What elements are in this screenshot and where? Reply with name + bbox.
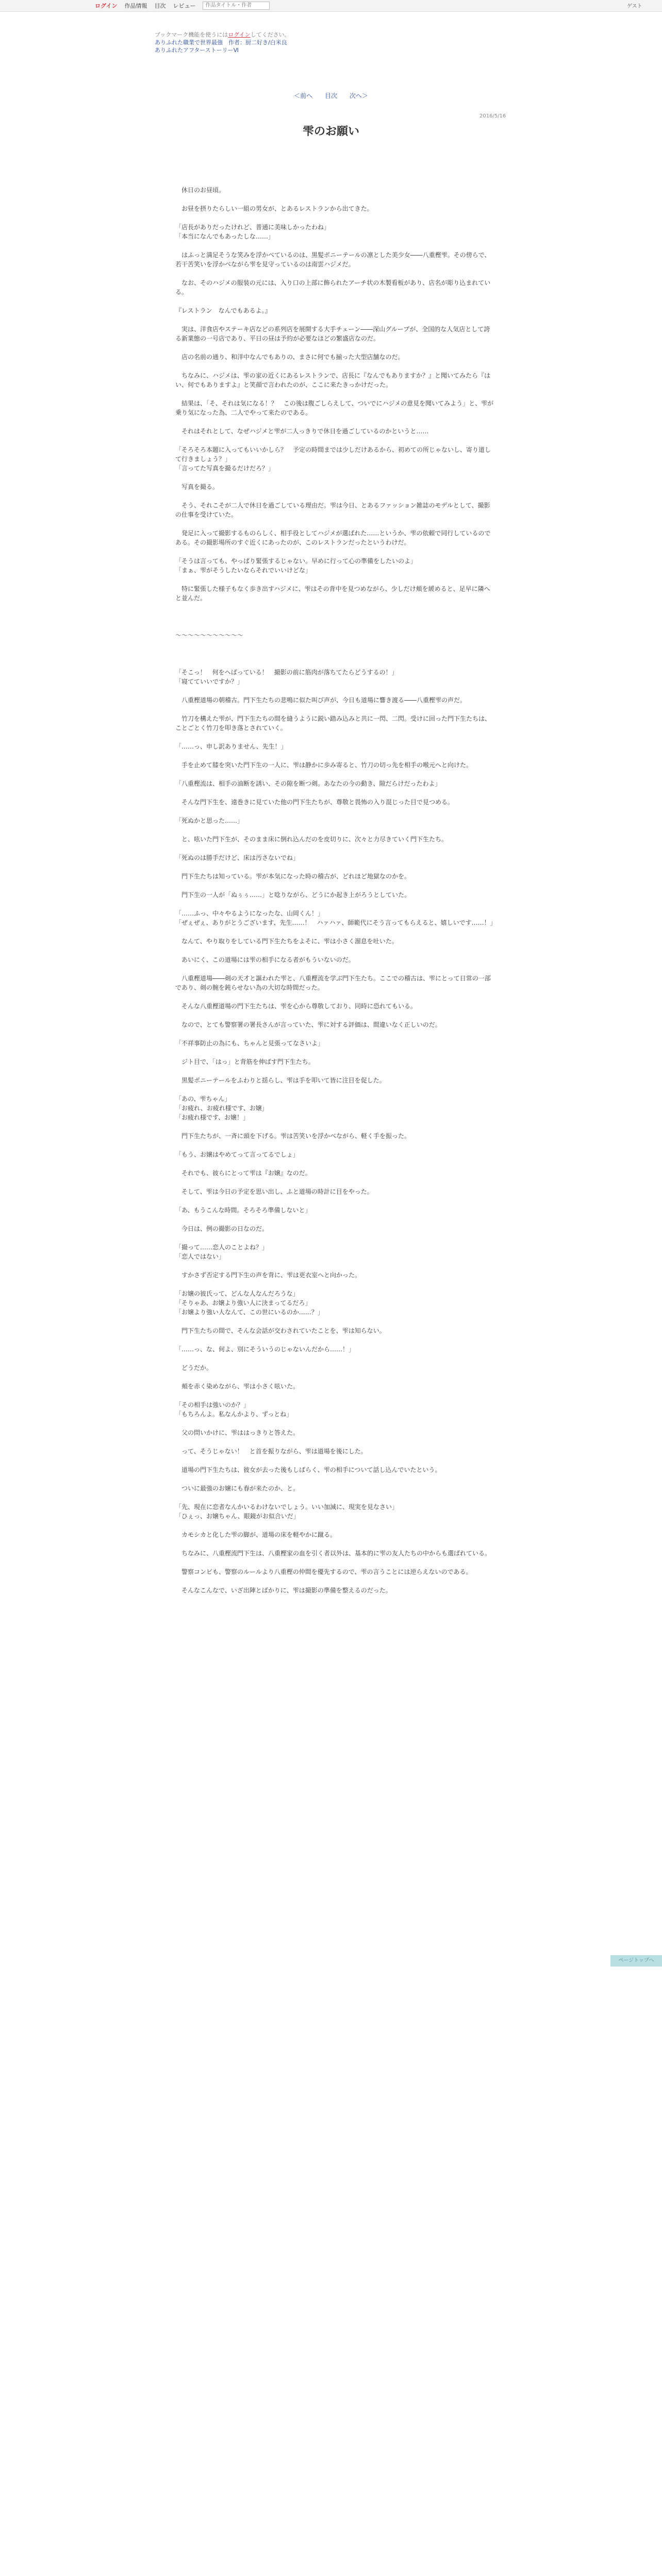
prev-chapter-link[interactable]: ＜前へ bbox=[294, 92, 313, 99]
body-paragraph: そんな八重樫道場の門下生たちは、雫を心から尊敬しており、同時に恐れてもいる。 bbox=[175, 1003, 417, 1010]
body-paragraph bbox=[175, 788, 495, 798]
body-paragraph: どうだか。 bbox=[175, 1364, 213, 1371]
body-paragraph: 頬を赤く染めながら、雫は小さく呟いた。 bbox=[175, 1383, 300, 1390]
body-paragraph bbox=[175, 1261, 495, 1270]
body-paragraph bbox=[175, 640, 495, 649]
body-paragraph: 発足に入って撮影するものらしく、相手役としてハジメが選ばれた……というか、雫の依頼で同行しているのである。その撮影場所のすぐ近くにあったのが、このレストランだったというわけだ。 bbox=[175, 530, 491, 546]
body-paragraph: って、そうじゃない！ と首を振りながら、雫は道場を後にした。 bbox=[175, 1448, 367, 1455]
body-paragraph: すかさず否定する門下生の声を背に、雫は更衣室へと向かった。 bbox=[175, 1272, 361, 1279]
body-paragraph: そう、それこそが二人で休日を過ごしている理由だ。雫は今日、とあるファッション雑誌のモデルとして、撮影の仕事を受けていた。 bbox=[175, 502, 490, 518]
body-paragraph: 『レストラン なんでもあるよ。』 bbox=[175, 307, 271, 314]
body-paragraph: 「そろそろ本題に入ってもいいかしら？ 予定の時間までは少しだけあるから、初めての所じゃないし、寄り道して行きましょう？」 bbox=[175, 446, 491, 463]
body-paragraph bbox=[175, 417, 495, 427]
body-paragraph bbox=[175, 1456, 495, 1465]
body-paragraph: 「お疲れ様です、お嬢！」 bbox=[175, 1114, 250, 1121]
body-paragraph: 特に緊張した様子もなく歩き出すハジメに、雫はその背中を見つめながら、少しだけ頬を緩めると、足早に隣へと並んだ。 bbox=[175, 585, 490, 602]
body-paragraph bbox=[175, 1215, 495, 1224]
body-paragraph bbox=[175, 946, 495, 955]
series-line[interactable]: ありふれた職業で世界最強 作者：厨二好き/白米良 bbox=[155, 39, 287, 46]
body-paragraph bbox=[175, 1159, 495, 1168]
nav-link-works[interactable]: 作品情報 bbox=[124, 3, 147, 9]
body-paragraph bbox=[175, 547, 495, 556]
body-paragraph: ～～～～～～～～～～～ bbox=[175, 632, 244, 639]
body-paragraph bbox=[175, 1011, 495, 1020]
body-paragraph: 門下生たちの間で、そんな会話が交わされていたことを、雫は知らない。 bbox=[175, 1327, 386, 1334]
body-paragraph bbox=[175, 686, 495, 696]
body-paragraph: ジト目で、「はっ」と背筋を伸ばす門下生たち。 bbox=[175, 1058, 315, 1065]
body-paragraph: 写真を撮る。 bbox=[175, 483, 219, 490]
body-paragraph: 「あ、もうこんな時間。そろそろ準備しないと」 bbox=[175, 1207, 311, 1214]
body-paragraph bbox=[175, 900, 495, 909]
body-paragraph bbox=[175, 1391, 495, 1400]
login-link[interactable]: ログイン bbox=[95, 3, 118, 9]
body-paragraph: 「……っ、申し訳ありません、先生！」 bbox=[175, 743, 287, 750]
notice-text-pre: ブックマーク機能を使うには bbox=[155, 31, 228, 38]
body-paragraph: 「そりゃあ、お嬢より強い人に決まってるだろ」 bbox=[175, 1299, 311, 1307]
body-paragraph bbox=[175, 1233, 495, 1243]
body-paragraph: 「死ぬのは勝手だけど、床は汚さないでね」 bbox=[175, 854, 300, 861]
notice-text-post: してください。 bbox=[250, 31, 290, 38]
body-paragraph: 「そうは言っても、やっぱり緊張するじゃない。早めに行って心の準備をしたいのよ」 bbox=[175, 557, 417, 565]
body-paragraph: 「寝てていいですか？」 bbox=[175, 678, 244, 685]
bookmark-notice bbox=[155, 31, 547, 39]
body-paragraph bbox=[175, 621, 495, 631]
body-paragraph bbox=[175, 844, 495, 853]
body-paragraph: 警察コンビも、警察のルールより八重樫の仲間を優先するので、雫の言うことには逆らえないのである。 bbox=[175, 1568, 472, 1575]
body-paragraph bbox=[175, 1372, 495, 1382]
body-paragraph: 竹刀を構えた雫が、門下生たちの間を縫うように鋭い踏み込みと共に一閃、二閃。受けに回った門下生たちは、ことごとく竹刀を叩き落とされていく。 bbox=[175, 715, 491, 732]
body-paragraph bbox=[175, 1577, 495, 1586]
body-paragraph: 黒髪ポニーテールをふわりと揺らし、雫は手を叩いて皆に注目を促した。 bbox=[175, 1077, 386, 1084]
body-paragraph: 「……ふっ、中々やるようになったな、山岡くん！」 bbox=[175, 910, 324, 917]
body-paragraph bbox=[175, 1317, 495, 1326]
body-paragraph: 「……っ、な、何よ、別にそういうのじゃないんだから……！」 bbox=[175, 1346, 355, 1353]
body-paragraph bbox=[175, 1437, 495, 1447]
page-top-tab[interactable]: ページトップへ bbox=[610, 1955, 662, 1967]
body-paragraph bbox=[175, 1539, 495, 1549]
notice-login-link[interactable]: ログイン bbox=[228, 31, 251, 38]
body-paragraph: なんて、やり取りをしている門下生たちをよそに、雫は小さく溜息を吐いた。 bbox=[175, 938, 398, 945]
body-paragraph: そんな門下生を、遠巻きに見ていた他の門下生たちが、尊敬と畏怖の入り混じった目で見つめる。 bbox=[175, 799, 454, 806]
body-paragraph bbox=[175, 992, 495, 1002]
body-paragraph: 「死ぬかと思った……」 bbox=[175, 817, 244, 824]
body-paragraph bbox=[175, 1196, 495, 1206]
body-paragraph: 「あの、雫ちゃん」 bbox=[175, 1095, 231, 1103]
body-paragraph: 「言ってた写真を撮るだけだろ？」 bbox=[175, 465, 275, 472]
body-paragraph: カモシカと化した雫の脚が、道場の床を軽やかに蹴る。 bbox=[175, 1531, 337, 1538]
body-paragraph bbox=[175, 519, 495, 529]
body-paragraph bbox=[175, 825, 495, 835]
body-paragraph bbox=[175, 862, 495, 872]
body-paragraph bbox=[175, 362, 495, 371]
body-paragraph bbox=[175, 575, 495, 584]
body-paragraph: 結果は、「そ、それは気になる！？ この後は腹ごしらえして、ついでにハジメの意見を聞いてみよう」と、雫が乗り気になった為、二人でやって来たのである。 bbox=[175, 400, 494, 416]
body-paragraph: それでも、彼らにとって雫は『お嬢』なのだ。 bbox=[175, 1170, 311, 1177]
body-paragraph bbox=[175, 733, 495, 742]
body-paragraph bbox=[175, 1521, 495, 1530]
search-input[interactable] bbox=[203, 2, 270, 10]
body-paragraph bbox=[175, 315, 495, 325]
body-paragraph bbox=[175, 1280, 495, 1289]
body-paragraph bbox=[175, 1122, 495, 1131]
body-paragraph: 「もちろんよ。私なんかより、ずっとね」 bbox=[175, 1411, 293, 1418]
body-paragraph: 門下生たちが、一斉に頭を下げる。雫は苦笑いを浮かべながら、軽く手を振った。 bbox=[175, 1132, 411, 1140]
body-paragraph bbox=[175, 213, 495, 223]
body-paragraph: 道場の門下生たちは、彼女が去った後もしばらく、雫の相手について話し込んでいたという。 bbox=[175, 1466, 441, 1473]
body-paragraph: 「八重樫流は、相手の油断を誘い、その隙を断つ剣。あなたの今の動き、隙だらけだったわよ」 bbox=[175, 780, 441, 787]
body-paragraph: お昼を摂りたらしい一組の男女が、とあるレストランから出てきた。 bbox=[175, 205, 373, 212]
body-paragraph: 「先、現在に恋者なんかいるわけないでしょう。いい加減に、現実を見なさい」 bbox=[175, 1503, 399, 1511]
body-paragraph bbox=[175, 770, 495, 779]
body-paragraph bbox=[175, 658, 495, 668]
body-paragraph: 「お嬢より強い人なんて、この世にいるのか……？」 bbox=[175, 1309, 324, 1316]
body-paragraph bbox=[175, 492, 495, 501]
publish-date: 2016/5/16 bbox=[479, 113, 506, 119]
next-chapter-link[interactable]: 次へ＞ bbox=[349, 92, 368, 99]
body-paragraph bbox=[175, 1141, 495, 1150]
body-paragraph: ついに最強のお嬢にも春が来たのか、と。 bbox=[175, 1485, 300, 1492]
body-paragraph: 「不祥事防止の為にも、ちゃんと見張ってなさいよ」 bbox=[175, 1040, 324, 1047]
body-paragraph: 門下生の一人が「ぬぅぅ……」と唸りながら、どうにか起き上がろうとしていた。 bbox=[175, 891, 411, 899]
body-paragraph: 「ひぇっ、お嬢ちゃん、眼鏡がお似合いだ」 bbox=[175, 1513, 300, 1520]
body-paragraph bbox=[175, 473, 495, 482]
body-paragraph bbox=[175, 1354, 495, 1363]
body-paragraph: 「撮って……恋人のことよね？」 bbox=[175, 1244, 269, 1251]
body-paragraph: なので、とても警察署の署長さんが言っていた、雫に対する評価は、間違いなく正しいのだ。 bbox=[175, 1021, 441, 1028]
body-paragraph bbox=[175, 1335, 495, 1345]
top-navigation-bar bbox=[0, 0, 662, 12]
chapter-pager bbox=[0, 91, 662, 100]
body-paragraph: 「お嬢の彼氏って、どんな人なんだろうな」 bbox=[175, 1290, 299, 1297]
body-paragraph: 「まぁ、雫がそうしたいならそれでいいけどな」 bbox=[175, 567, 312, 574]
body-paragraph: あいにく、この道場には雫の相手になる者がもういないのだ。 bbox=[175, 956, 355, 963]
body-paragraph: 「その相手は強いのか？」 bbox=[175, 1401, 250, 1409]
body-paragraph bbox=[175, 1085, 495, 1094]
body-paragraph bbox=[175, 964, 495, 974]
body-paragraph: それはそれとして、なぜハジメと雫が二人っきりで休日を過ごしているのかというと…… bbox=[175, 428, 429, 435]
body-paragraph: 「お疲れ、お疲れ様です、お嬢」 bbox=[175, 1105, 268, 1112]
body-paragraph bbox=[175, 649, 495, 658]
body-paragraph: 「そこっ！ 何をへばっている！ 撮影の前に筋肉が落ちてたらどうするの！」 bbox=[175, 669, 398, 676]
body-paragraph bbox=[175, 1048, 495, 1057]
body-paragraph bbox=[175, 927, 495, 937]
body-paragraph bbox=[175, 389, 495, 399]
body-paragraph bbox=[175, 1066, 495, 1076]
body-paragraph bbox=[175, 603, 495, 612]
body-paragraph bbox=[175, 705, 495, 714]
body-paragraph: なお、そのハジメの服装の元には、入り口の上部に飾られたアーチ状の木製看板があり、店名が彫り込まれている。 bbox=[175, 279, 491, 296]
body-paragraph bbox=[175, 241, 495, 250]
body-paragraph: 手を止めて膝を突いた門下生の一人に、雫は静かに歩み寄ると、竹刀の切っ先を相手の喉元へと向けた。 bbox=[175, 761, 473, 769]
nav-link-toc[interactable]: 目次 bbox=[154, 3, 166, 9]
body-paragraph bbox=[175, 1475, 495, 1484]
body-paragraph: 店の名前の通り、和洋中なんでもありの、まさに何でも揃った大型店舗なのだ。 bbox=[175, 353, 404, 361]
body-paragraph: 「ぜぇぜぇ、ありがとうございます、先生……！ ハァハァ、師範代にそう言ってもらえると、嬉しいです……！」 bbox=[175, 919, 496, 926]
body-paragraph: 門下生たちは知っている。雫が本気になった時の稽古が、どれほど地獄なのかを。 bbox=[175, 873, 411, 880]
body-paragraph: 「店長がありだったけれど、普通に美味しかったわね」 bbox=[175, 224, 330, 231]
body-paragraph bbox=[175, 343, 495, 352]
toc-link[interactable]: 目次 bbox=[324, 92, 337, 99]
body-paragraph: 今日は、例の撮影の日なのだ。 bbox=[175, 1225, 269, 1232]
body-paragraph: 「本当になんでもあったしな……」 bbox=[175, 233, 274, 240]
body-paragraph bbox=[175, 1493, 495, 1502]
body-paragraph bbox=[175, 751, 495, 760]
body-paragraph bbox=[175, 436, 495, 445]
body-paragraph bbox=[175, 269, 495, 278]
body-paragraph bbox=[175, 1558, 495, 1567]
user-label[interactable]: ゲスト bbox=[627, 4, 642, 9]
body-paragraph: 父の問いかけに、雫ははっきりと答えた。 bbox=[175, 1429, 300, 1436]
body-paragraph: 八重樫道場の朝稽古。門下生たちの悲鳴に似た叫び声が、今日も道場に響き渡る――八重樫雫の声だ。 bbox=[175, 697, 467, 704]
body-paragraph: 「恋人ではない」 bbox=[175, 1253, 225, 1260]
body-paragraph bbox=[175, 1178, 495, 1187]
body-paragraph bbox=[175, 1029, 495, 1039]
body-paragraph bbox=[175, 1419, 495, 1428]
body-paragraph: 休日のお昼頃。 bbox=[175, 187, 225, 194]
body-paragraph bbox=[175, 807, 495, 816]
body-paragraph: ちなみに、ハジメは、雫の家の近くにあるレストランで、店長に『なんでもありますか？』と聞いてみたら『はい、何でもありますよ』と笑顔で言われたのが、ここに来たきっかけだった。 bbox=[175, 372, 491, 388]
body-paragraph bbox=[175, 195, 495, 204]
chapter-body bbox=[175, 185, 495, 1595]
body-paragraph: そして、雫は今日の予定を思い出し、ふと道場の時計に目をやった。 bbox=[175, 1188, 373, 1195]
body-paragraph bbox=[175, 612, 495, 621]
body-paragraph: 八重樫道場――剣の天才と謳われた雫と、八重樫流を学ぶ門下生たち。ここでの稽古は、雫にとって日常の一部であり、剣の腕を鈍らせない為の大切な時間だった。 bbox=[175, 975, 491, 991]
nav-link-review[interactable]: レビュー bbox=[173, 3, 196, 9]
body-paragraph: ちなみに、八重樫流門下生は、八重樫家の血を引く者以外は、基本的に雫の友人たちの中からも選ばれている。 bbox=[175, 1550, 491, 1557]
body-paragraph bbox=[175, 297, 495, 306]
body-paragraph: そんなこんなで、いざ出陣とばかりに、雫は撮影の準備を整えるのだった。 bbox=[175, 1587, 392, 1594]
work-header bbox=[155, 31, 547, 54]
chapter-title: 雫のお願い bbox=[302, 125, 359, 138]
body-paragraph bbox=[175, 881, 495, 890]
body-paragraph: はふっと満足そうな笑みを浮かべているのは、黒髪ポニーテールの凛とした美少女――八重樫雫。その傍らで、若干苦笑いを浮かべながら雫を見守っているのは南雲ハジメだ。 bbox=[175, 251, 491, 268]
top-navigation-links bbox=[95, 2, 270, 10]
body-paragraph: 実は、洋食店やステーキ店などの系列店を展開する大手チェーン――深山グループが、全国的な人気店として誇る新業態の一号店であり、平日の昼は予約が必要なほどの繁盛店なのだ。 bbox=[175, 326, 490, 342]
body-paragraph: と、呟いた門下生が、そのまま床に倒れ込んだのを皮切りに、次々と力尽きていく門下生たち。 bbox=[175, 836, 448, 843]
chapter-line[interactable]: ありふれたアフターストーリーⅥ bbox=[155, 47, 239, 54]
body-paragraph: 「もう、お嬢はやめてって言ってるでしょ」 bbox=[175, 1151, 299, 1158]
